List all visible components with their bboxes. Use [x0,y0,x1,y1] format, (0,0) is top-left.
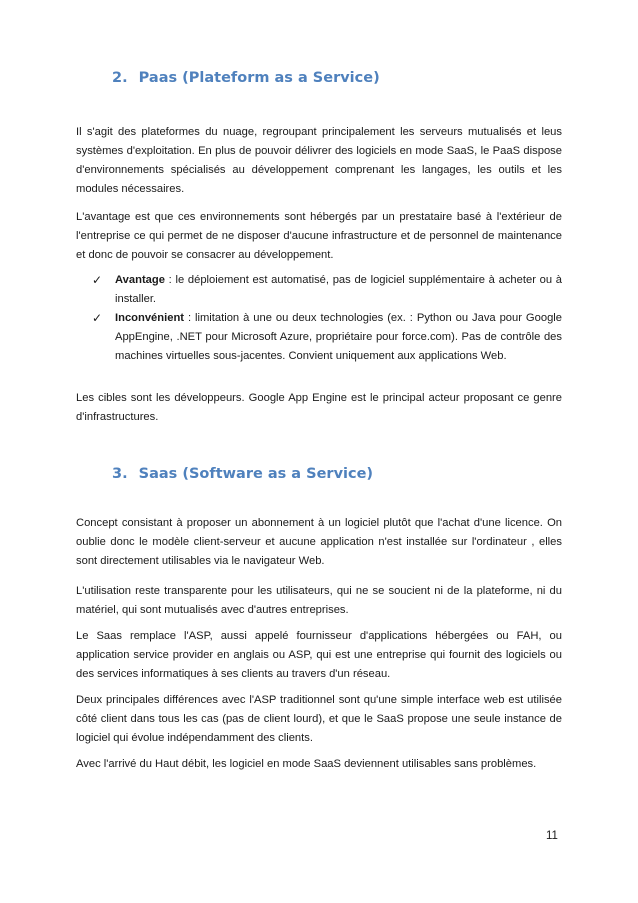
section-3-paragraph-5: Avec l'arrivé du Haut débit, les logiciel en mode SaaS deviennent utilisables sans problèmes. [76,758,537,770]
page-number: 11 [546,830,558,842]
bullet-text: : limitation à une ou deux technologies (ex. : Python ou Java pour Google AppEngine, .NET pour Microsoft Azure, propriétaire pour force.com). Pas de contrôle des machines virtuelles sous-jacentes. Convient uniquement aux applications Web. [115,312,562,362]
section-2-paragraph-1: Il s'agit des plateformes du nuage, regroupant principalement les serveurs mutualisés et leus systèmes d'exploitation. En plus de pouvoir délivrer des logiciels en mode SaaS, le PaaS dispose d'environnements spécialisés au développement comprenant les langages, les outils et les modules nécessaires. [76,126,562,195]
section-3-title: Saas (Software as a Service) [138,466,374,482]
bullet-item-avantage [92,271,562,309]
bullet-text: : le déploiement est automatisé, pas de logiciel supplémentaire à acheter ou à installer. [115,274,562,305]
section-2-number: 2. [112,70,128,86]
checkmark-icon: ✓ [92,273,103,287]
section-3-paragraph-3: Le Saas remplace l'ASP, aussi appelé fournisseur d'applications hébergées ou FAH, ou application service provider en anglais ou ASP, qui est une entreprise qui fournit des logiciels ou des services informatiques à ses clients au travers d'un réseau. [76,630,562,680]
section-3-heading [112,466,373,482]
section-2-title: Paas (Plateform as a Service) [138,70,380,86]
bullet-term: Avantage [115,274,165,286]
section-3-paragraph-2: L'utilisation reste transparente pour les utilisateurs, qui ne se soucient ni de la plateforme, ni du matériel, qui sont mutualisés avec d'autres entreprises. [76,585,562,616]
section-2-paragraph-2: L'avantage est que ces environnements sont hébergés par un prestataire basé à l'extérieur de l'entreprise ce qui permet de ne disposer d'aucune infrastructure et de personnel de maintenance et donc de pouvoir se consacrer au développement. [76,211,562,261]
bullet-term: Inconvénient [115,312,184,324]
section-3-paragraph-1: Concept consistant à proposer un abonnement à un logiciel plutôt que l'achat d'une licence. On oublie donc le modèle client-serveur et aucune application n'est installée sur l'ordinateur , elles sont directement utilisables via le navigateur Web. [76,517,562,567]
section-3-paragraph-4: Deux principales différences avec l'ASP traditionnel sont qu'une simple interface web est utilisée côté client dans tous les cas (pas de client lourd), et que le SaaS propose une seule instance de logiciel qui évolue indépendamment des clients. [76,694,562,744]
section-3-number: 3. [112,466,128,482]
section-2-closing: Les cibles sont les développeurs. Google App Engine est le principal acteur proposant ce genre d'infrastructures. [76,392,562,423]
section-2-heading [112,70,380,86]
checkmark-icon: ✓ [92,311,103,325]
bullet-item-inconvenient [92,309,562,366]
section-2-bullet-list [92,271,562,366]
